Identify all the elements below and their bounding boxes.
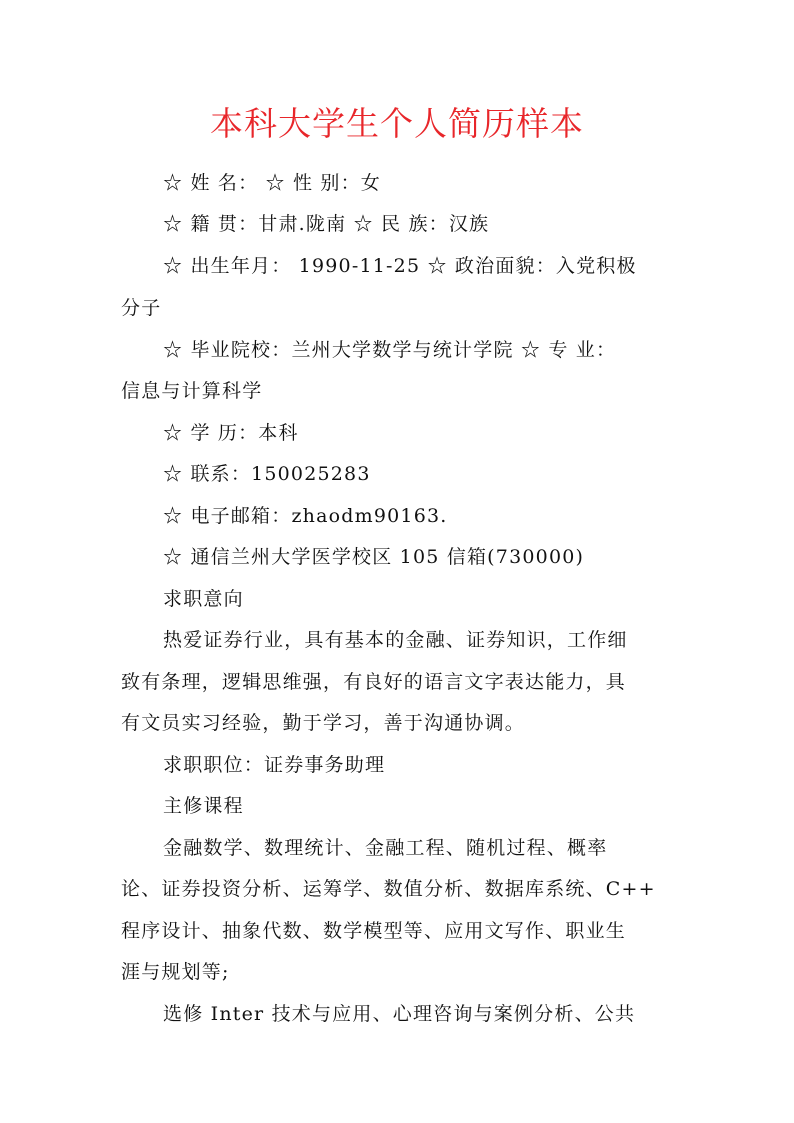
email-line: ☆ 电子邮箱：zhaodm90163. <box>163 505 448 527</box>
document-title: 本科大学生个人简历样本 <box>210 104 584 143</box>
job-intention-text-3: 有文员实习经验，勤于学习，善于沟通协调。 <box>121 712 526 734</box>
job-intention-text-2: 致有条理，逻辑思维强，有良好的语言文字表达能力，具 <box>121 671 627 693</box>
job-intention-text-1: 热爱证券行业，具有基本的金融、证券知识，工作细 <box>163 629 628 651</box>
education-line: ☆ 学 历：本科 <box>163 422 299 444</box>
major-courses-text-2: 论、证券投资分析、运筹学、数值分析、数据库系统、C++ <box>121 878 656 900</box>
birth-political-line: ☆ 出生年月： 1990-11-25 ☆ 政治面貌：入党积极 <box>163 255 637 277</box>
job-position-line: 求职职位：证券事务助理 <box>163 754 386 776</box>
contact-line: ☆ 联系：150025283 <box>163 463 371 485</box>
major-courses-text-1: 金融数学、数理统计、金融工程、随机过程、概率 <box>163 837 608 859</box>
job-intention-heading: 求职意向 <box>163 588 244 610</box>
school-major-line-continued: 信息与计算科学 <box>121 380 263 402</box>
major-courses-text-4: 涯与规划等; <box>121 961 230 983</box>
birth-political-line-continued: 分子 <box>121 297 162 319</box>
major-courses-heading: 主修课程 <box>163 795 244 817</box>
school-major-line: ☆ 毕业院校：兰州大学数学与统计学院 ☆ 专 业： <box>163 339 617 361</box>
address-line: ☆ 通信兰州大学医学校区 105 信箱(730000) <box>163 546 585 568</box>
native-ethnicity-line: ☆ 籍 贯：甘肃.陇南 ☆ 民 族：汉族 <box>163 213 490 235</box>
major-courses-text-3: 程序设计、抽象代数、数学模型等、应用文写作、职业生 <box>121 920 627 942</box>
name-gender-line: ☆ 姓 名： ☆ 性 别：女 <box>163 172 381 194</box>
elective-courses-text-1: 选修 Inter 技术与应用、心理咨询与案例分析、公共 <box>163 1003 636 1025</box>
